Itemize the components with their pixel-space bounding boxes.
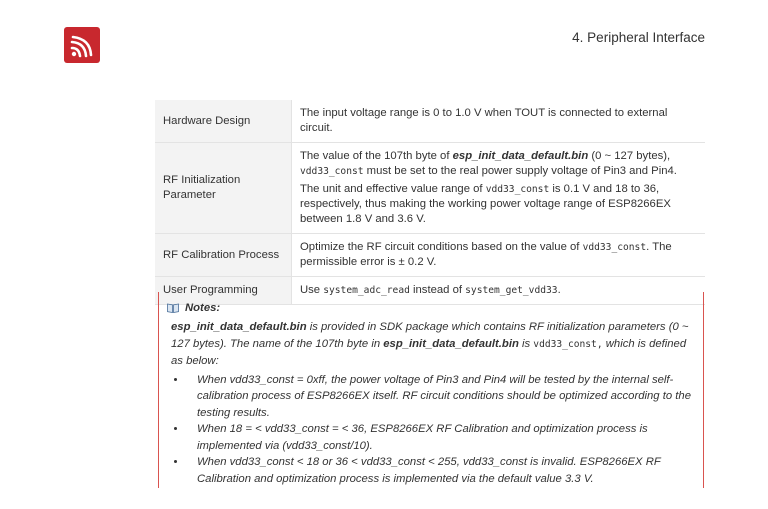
text-span: Use [300, 284, 324, 296]
text-span: is 0.1 V and 18 to 36, respectively, thus making the working power voltage range of ESP8266EX between 1.8 V and 3.6 V. [300, 183, 671, 225]
book-icon [167, 303, 179, 313]
row-label: User Programming [155, 277, 292, 305]
espressif-logo-icon [64, 27, 100, 63]
text-span: is [518, 337, 534, 350]
text-span: which is defined as below: [171, 337, 687, 367]
text-span: Optimize the RF circuit conditions based on the value of [300, 241, 583, 253]
row-value [292, 234, 706, 277]
notes-intro [171, 319, 695, 370]
section-title: 4. Peripheral Interface [572, 30, 705, 45]
text-span: The value of the 107th byte of [300, 150, 453, 162]
bold-filename: esp_init_data_default.bin [452, 150, 589, 162]
list-item: • When vdd33_const = 0xff, the power voltage of Pin3 and Pin4 will be tested by the internal self-calibration process of ESP8266EX itself. RF circuit conditions should be optimized according to the testing results. [187, 372, 695, 422]
text-span: must be set to the real power supply voltage of Pin3 and Pin4. [363, 165, 677, 177]
notes-list [171, 372, 695, 488]
text-span: . [557, 284, 561, 296]
code-vdd33-const: vdd33_const [582, 242, 647, 253]
notes-header [167, 300, 220, 317]
row-label: Hardware Design [155, 100, 292, 143]
list-item: • When 18 = < vdd33_const = < 36, ESP8266EX RF Calibration and optimization process is implemented via (vdd33_const/10). [187, 421, 695, 454]
row-value [292, 143, 706, 234]
code-system-adc-read: system_adc_read [323, 285, 410, 296]
text-span: (0 ~ 127 bytes), [588, 150, 671, 162]
rf-init-paragraph-1 [300, 149, 699, 179]
bold-filename: esp_init_data_default.bin [383, 337, 519, 350]
code-vdd33-const: vdd33_const [300, 166, 364, 177]
text-span: . The permissible error is ± 0.2 V. [300, 241, 672, 268]
list-item: • When vdd33_const < 18 or 36 < vdd33_const < 255, vdd33_const is invalid. ESP8266EX RF Calibration and optimization process is implemented via the default value 3.3 V. [187, 454, 695, 487]
notes-title: Notes: [185, 302, 221, 314]
code-vdd33-const: vdd33_const [485, 184, 550, 195]
table-row [155, 143, 705, 234]
row-label: RF Calibration Process [155, 234, 292, 277]
text-span: instead of [409, 284, 466, 296]
table-row [155, 100, 705, 143]
notes-box [158, 292, 704, 488]
bold-filename: esp_init_data_default.bin [171, 321, 307, 333]
text-span: The unit and effective value range of [300, 183, 486, 195]
code-vdd33-const: vdd33_const, [533, 338, 603, 350]
rf-init-paragraph-2 [300, 182, 699, 227]
table-row [155, 234, 705, 277]
row-label: RF Initialization Parameter [155, 143, 292, 234]
text-span: is provided in SDK package which contains RF initialization parameters (0 ~ 127 bytes). The name of the 107th byte in [171, 321, 689, 350]
row-value: The input voltage range is 0 to 1.0 V when TOUT is connected to external circuit. [292, 100, 706, 143]
spec-table [155, 100, 705, 305]
notes-body [171, 319, 695, 487]
code-system-get-vdd33: system_get_vdd33 [465, 285, 558, 296]
